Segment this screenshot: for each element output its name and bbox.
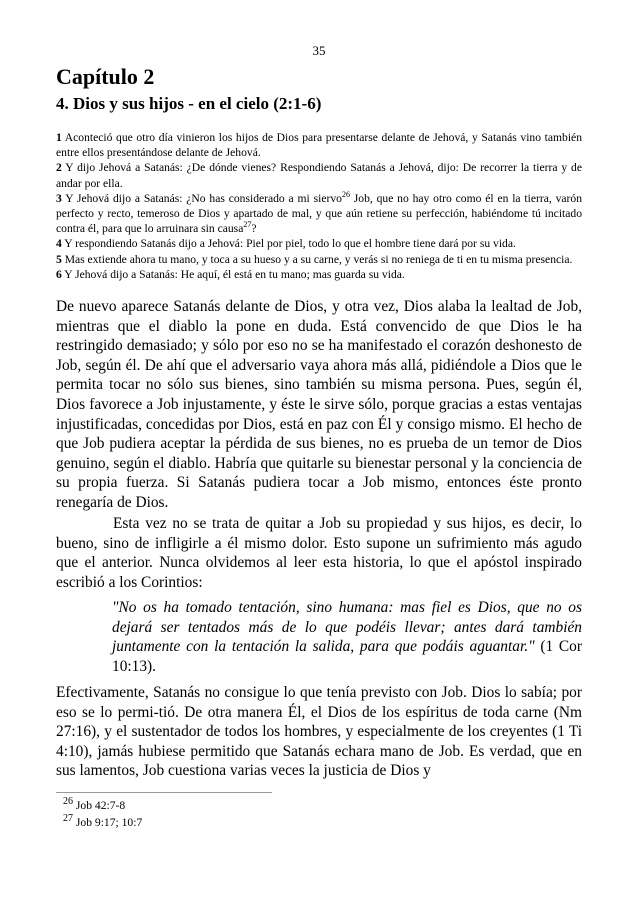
verse-text: Job, que no hay otro como él en la tierra, varón perfecto y recto, temeroso de Dios y apartado de mal, y que aún retiene su perfección, habiéndome tú incitado contra él, para que lo arruinara sin causa xyxy=(56,191,582,236)
verse-4 xyxy=(56,236,582,251)
footnote-number: 27 xyxy=(63,813,73,825)
quote-text: "No os ha tomado tentación, sino humana: mas fiel es Dios, que no os dejará ser tentados más de lo que podéis llevar; antes dará también juntamente con la tentación la salida, para que podáis aguantar." xyxy=(112,599,582,656)
verse-text: ? xyxy=(251,222,257,236)
verse-2 xyxy=(56,160,582,190)
verse-1 xyxy=(56,130,582,160)
scripture-quote xyxy=(112,598,582,676)
footnote-26 xyxy=(63,798,142,813)
verse-number: 6 xyxy=(56,267,62,281)
commentary-paragraph-2: Esta vez no se trata de quitar a Job su propiedad y sus hijos, es decir, lo bueno, sino de infligirle a él mismo dolor. Esto supone un sufrimiento más agudo que el anterior. Nunca olvidemos al leer esta historia, lo que el apóstol inspirado escribió a los Corintios: xyxy=(56,515,582,591)
footnote-ref-27[interactable]: 27 xyxy=(243,220,252,230)
footnote-text: Job 9:17; 10:7 xyxy=(73,816,143,829)
verse-text: Y respondiendo Satanás dijo a Jehová: Piel por piel, todo lo que el hombre tiene dará por su vida. xyxy=(61,237,516,251)
page-number: 35 xyxy=(312,43,326,58)
verse-text: Y Jehová dijo a Satanás: He aquí, él está en tu mano; mas guarda su vida. xyxy=(61,267,405,281)
verse-6 xyxy=(56,267,582,282)
commentary-paragraph-3: Efectivamente, Satanás no consigue lo que tenía previsto con Job. Dios lo sabía; por eso se lo permi-tió. De otra manera Él, el Dios de los espíritus de toda carne (Nm 27:16), y el sustentador de todos los hombres, y especialmente de los creyentes (1 Ti 4:10), jamás hubiese permitido que Satanás echara mano de Job. Es verdad, que en sus lamentos, Job cuestiona varias veces la justicia de Dios y xyxy=(56,684,582,780)
footnote-27 xyxy=(63,815,142,830)
verse-text: Mas extiende ahora tu mano, y toca a su hueso y a su carne, y verás si no reniega de ti en tu misma presencia. xyxy=(61,252,573,266)
quote-reference: (1 Cor 10:13). xyxy=(112,638,582,675)
footnote-number: 26 xyxy=(63,796,73,808)
footnote-text: Job 42:7-8 xyxy=(73,799,126,812)
footnote-divider xyxy=(56,792,272,793)
scripture-passage xyxy=(56,130,582,282)
footnote-ref-26[interactable]: 26 xyxy=(341,189,350,199)
verse-number: 3 xyxy=(56,191,62,205)
verse-5 xyxy=(56,252,582,267)
verse-number: 1 xyxy=(56,131,62,144)
verse-3 xyxy=(56,191,582,237)
verse-text: Y Jehová dijo a Satanás: ¿No has considerado a mi siervo xyxy=(61,191,342,205)
chapter-title: Capítulo 2 xyxy=(56,64,155,89)
section-title: 4. Dios y sus hijos - en el cielo (2:1-6) xyxy=(56,94,322,113)
verse-number: 4 xyxy=(56,237,62,251)
commentary-paragraph-1: De nuevo aparece Satanás delante de Dios, y otra vez, Dios alaba la lealtad de Job, mientras que el diablo la pone en duda. Está convencido de que Dios le ha restringido demasiado; y sólo por eso no se ha manifestado el corazón deshonesto de Job, según él. De ahí que el adversario vaya ahora más allá, pidiéndole a Dios que le permita tocar no sólo sus bienes, sino también su misma persona. Pues, según él, Dios favorece a Job injustamente, y éste le sirve sólo, porque gracias a estas ventajas injustificadas, concedidas por Dios, está en paz con Él y consigo mismo. El hecho de que Job pudiera aceptar la pérdida de sus bienes, no es prueba de un temor de Dios genuino, según el diablo. Habría que quitarle su bienestar personal y la conciencia de su propia fuerza. Si Satanás pudiera tocar a Job mismo, entonces éste pronto renegaría de Dios. xyxy=(56,298,582,511)
verse-text: Aconteció que otro día vinieron los hijos de Dios para presentarse delante de Jehová, y Satanás vino también entre ellos presentándose delante de Jehová. xyxy=(56,131,582,160)
verse-number: 5 xyxy=(56,252,62,266)
verse-number: 2 xyxy=(56,161,62,175)
footnotes xyxy=(63,798,142,832)
verse-text: Y dijo Jehová a Satanás: ¿De dónde vienes? Respondiendo Satanás a Jehová, dijo: De recorrer la tierra y de andar por ella. xyxy=(56,161,582,190)
